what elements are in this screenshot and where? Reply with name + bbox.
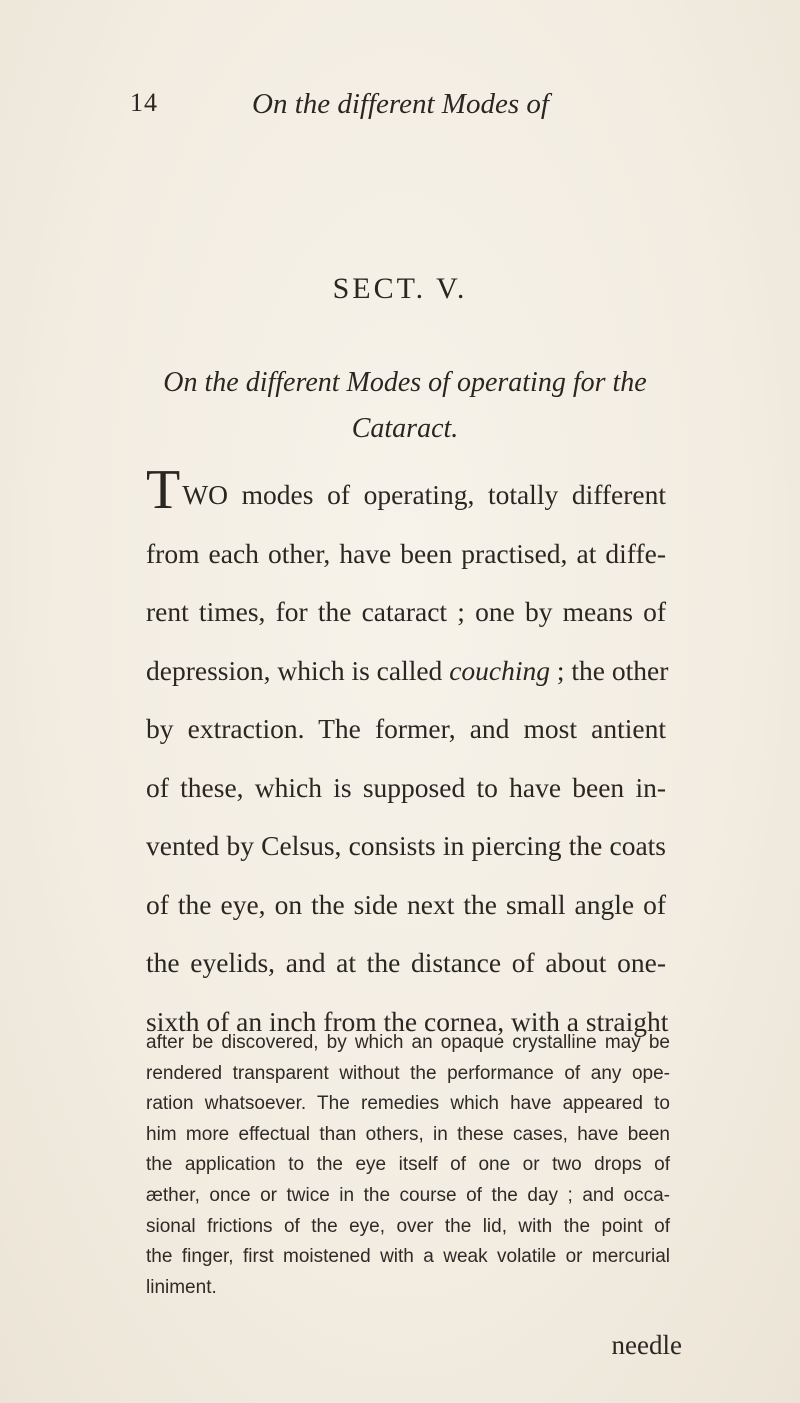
body-line-3: rent times, for the cataract ; one by means of — [146, 596, 666, 627]
body-line-5: by extraction. The former, and most antient — [146, 713, 666, 744]
body-line-1-text: WO modes of operating, totally different — [182, 479, 666, 510]
section-subheading — [150, 360, 660, 452]
footnote-line-2: rendered transparent without the performance of any ope- — [146, 1062, 670, 1084]
italic-term: couching — [449, 654, 550, 686]
body-text — [146, 459, 669, 1051]
footnote-line-6: æther, once or twice in the course of the day ; and occa- — [146, 1184, 670, 1206]
subheading-line-1: On the different Modes of operating for the — [163, 367, 647, 398]
footnote-line-8: the finger, first moistened with a weak volatile or mercurial — [146, 1246, 670, 1268]
footnote — [146, 1028, 670, 1303]
footnote-line-5: the application to the eye itself of one or two drops of — [146, 1154, 670, 1176]
body-line-10: sixth of an inch from the cornea, with a straight — [146, 1005, 669, 1037]
page-number: 14 — [130, 88, 158, 117]
drop-cap: T — [146, 459, 181, 521]
body-line-4-text: depression, which is called — [146, 654, 450, 686]
catchword: needle — [611, 1330, 682, 1360]
footnote-line-9: liniment. — [146, 1276, 217, 1298]
body-line-8: of the eye, on the side next the small angle of — [146, 888, 666, 920]
running-title: On the different Modes of — [252, 88, 549, 120]
body-line-1 — [146, 459, 666, 525]
body-line-6: of these, which is supposed to have been in- — [146, 771, 666, 803]
subheading-line-2: Cataract. — [351, 413, 459, 444]
body-line-4-tail: ; the other — [550, 654, 669, 686]
body-line-4 — [146, 642, 669, 701]
section-heading: SECT. V. — [332, 272, 468, 305]
body-line-9: the eyelids, and at the distance of about one- — [146, 947, 666, 978]
body-line-2: from each other, have been practised, at diffe- — [146, 537, 666, 569]
footnote-line-3: ration whatsoever. The remedies which have appeared to — [146, 1093, 670, 1115]
body-line-7: vented by Celsus, consists in piercing the coats — [146, 830, 666, 861]
footnote-line-7: sional frictions of the eye, over the lid, with the point of — [146, 1215, 670, 1237]
footnote-line-1: after be discovered, by which an opaque crystalline may be — [146, 1032, 670, 1053]
footnote-line-4: him more effectual than others, in these cases, have been — [146, 1123, 670, 1145]
running-head — [130, 88, 670, 128]
